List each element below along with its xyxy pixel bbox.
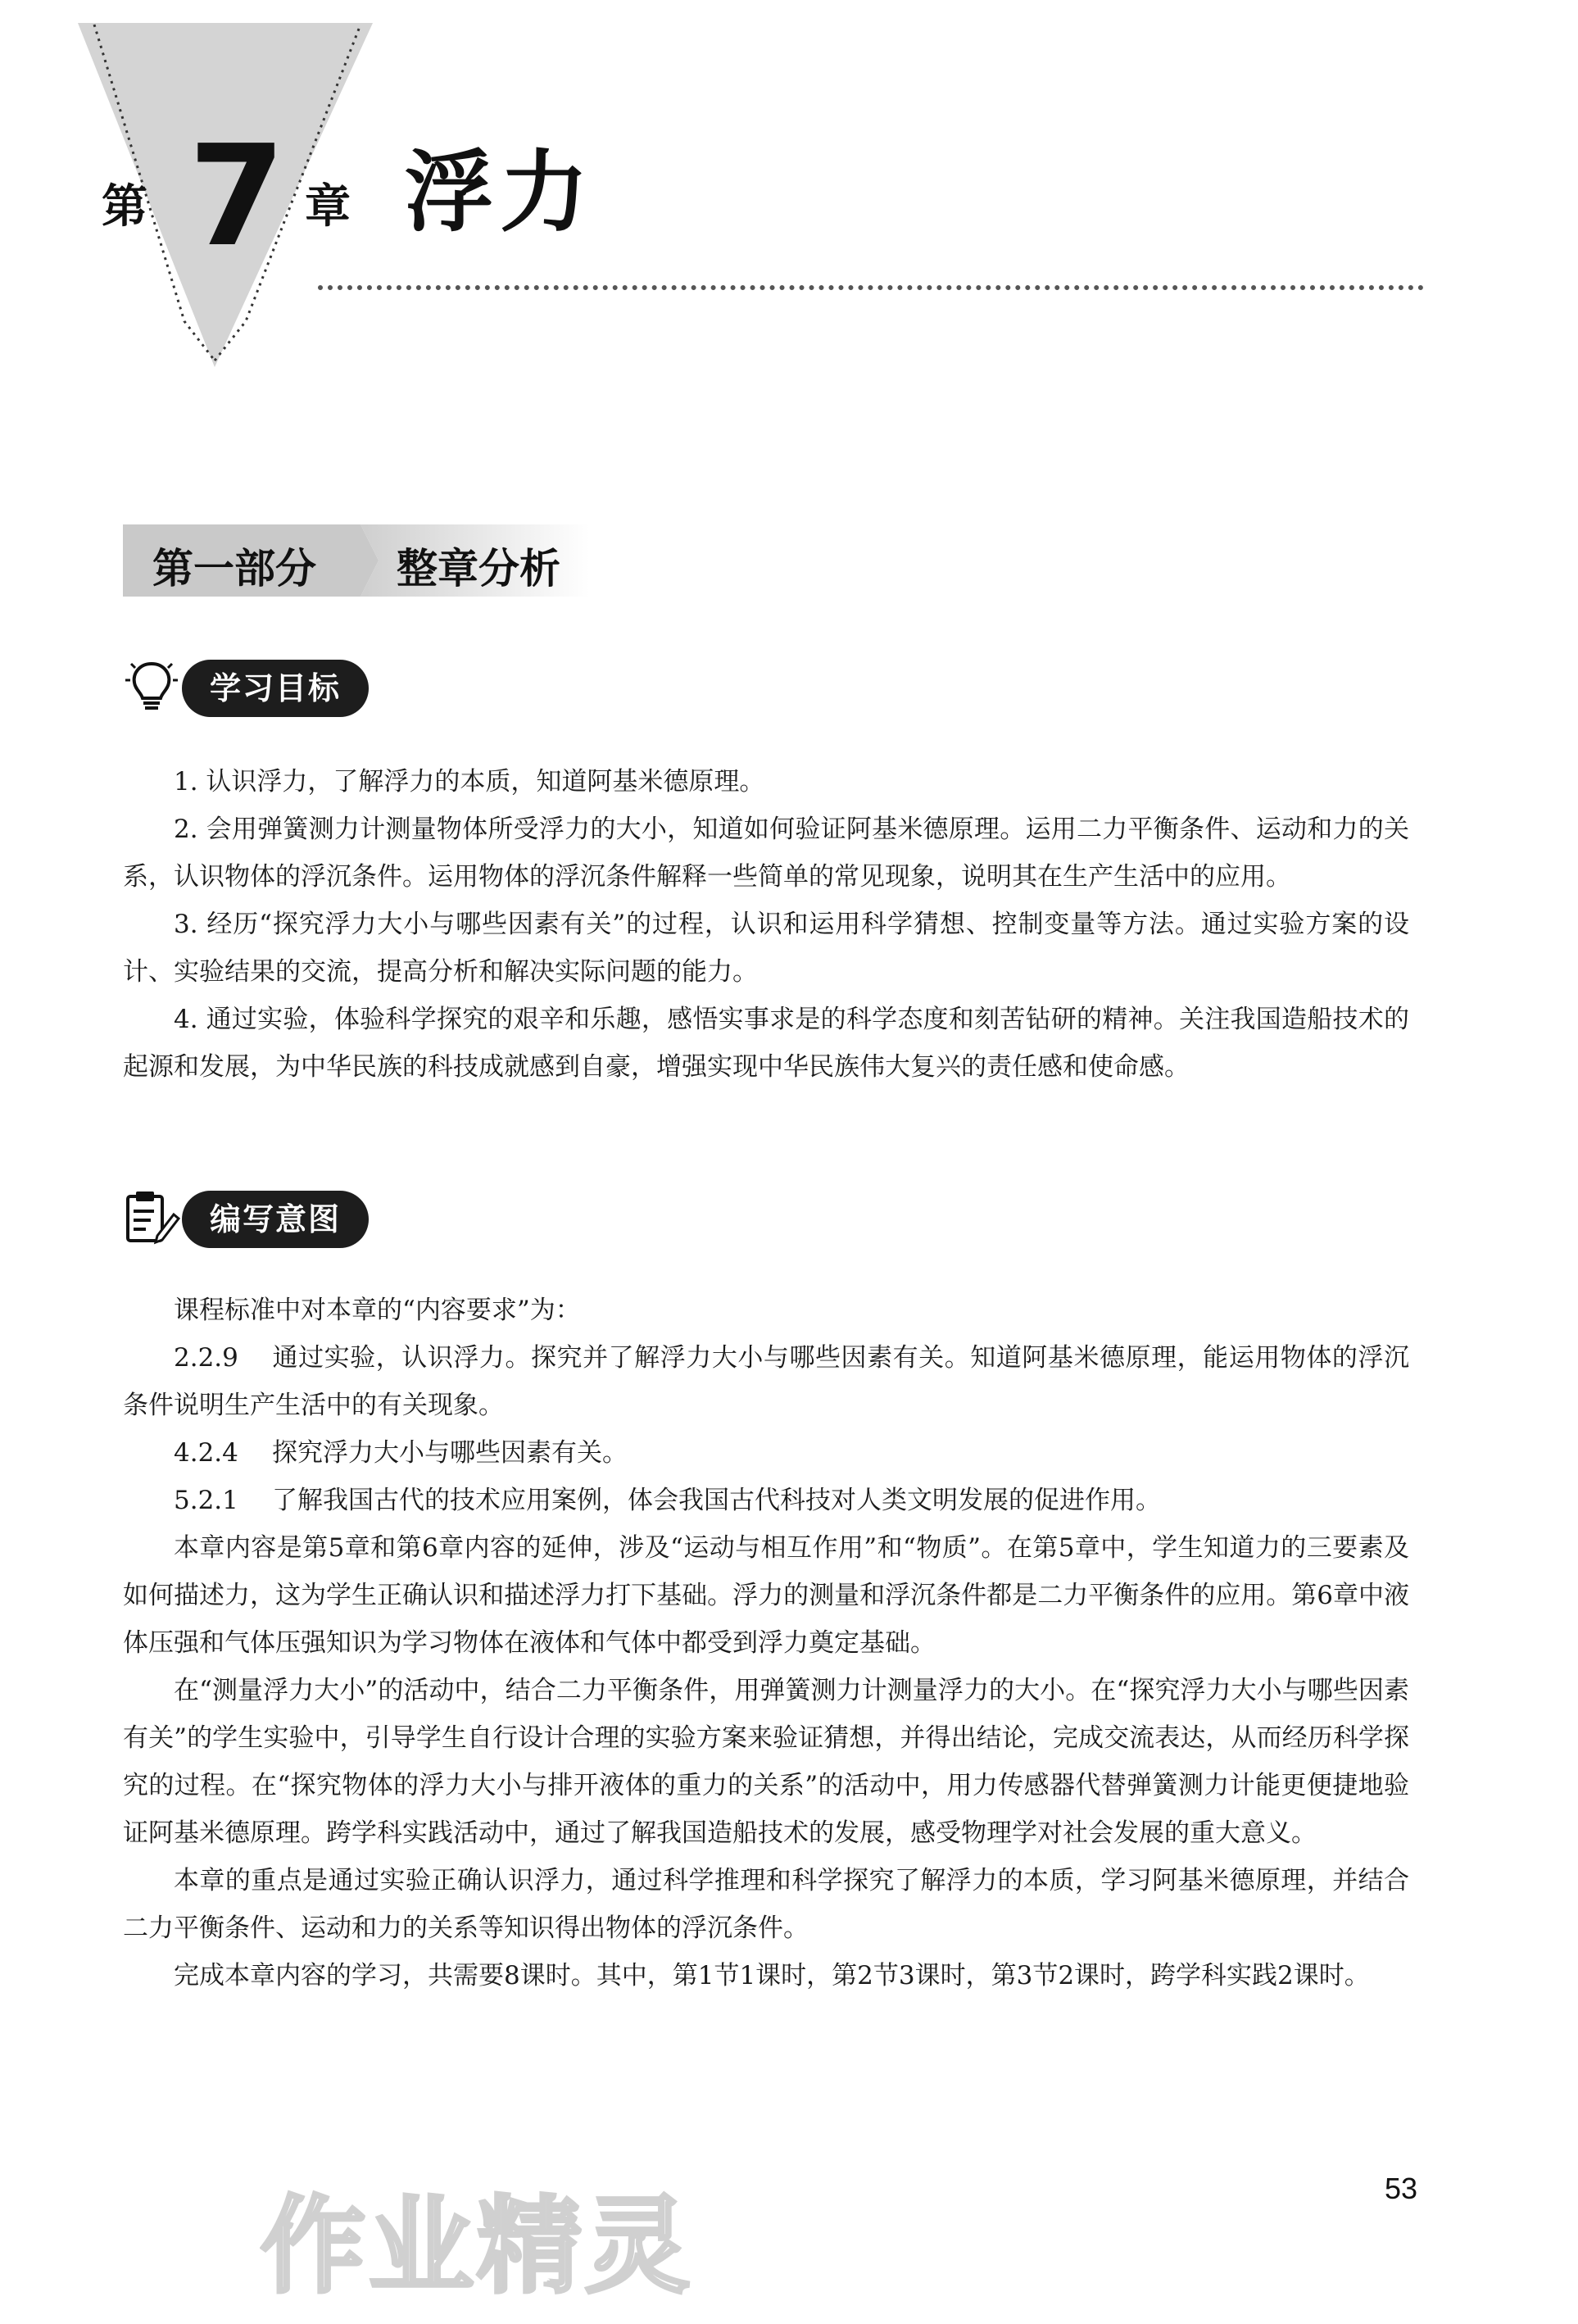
part-title: 整章分析 xyxy=(397,545,560,592)
lightbulb-icon xyxy=(121,656,182,716)
requirement-item xyxy=(123,1334,1409,1429)
chapter-divider xyxy=(318,285,1424,290)
intent-paragraph: 本章内容是第5章和第6章内容的延伸，涉及“运动与相互作用”和“物质”。在第5章中，学生知道力的三要素及如何描述力，这为学生正确认识和描述浮力打下基础。浮力的测量和浮沉条件都是二力平衡条件的应用。第6章中液体压强和气体压强知识为学习物体在液体和气体中都受到浮力奠定基础。 xyxy=(123,1533,1409,1658)
objective-item-3: 3. 经历“探究浮力大小与哪些因素有关”的过程，认识和运用科学猜想、控制变量等方法。通过实验方案的设计、实验结果的交流，提高分析和解决实际问题的能力。 xyxy=(123,910,1409,987)
section-title-objectives: 学习目标 xyxy=(182,660,369,717)
clipboard-pen-icon xyxy=(121,1187,182,1247)
intent-paragraph: 完成本章内容的学习，共需要8课时。其中，第1节1课时，第2节3课时，第3节2课时，跨学科实践2课时。 xyxy=(174,1961,1370,1990)
intent-paragraph: 在“测量浮力大小”的活动中，结合二力平衡条件，用弹簧测力计测量浮力的大小。在“探究浮力大小与哪些因素有关”的学生实验中，引导学生自行设计合理的实验方案来验证猜想，并得出结论，完成交流表达，从而经历科学探究的过程。在“探究物体的浮力大小与排开液体的重力的关系”的活动中，用力传感器代替弹簧测力计能更便捷地验证阿基米德原理。跨学科实践活动中，通过了解我国造船技术的发展，感受物理学对社会发展的重大意义。 xyxy=(123,1676,1409,1848)
part-label: 第一部分 xyxy=(152,545,316,592)
chapter-suffix: 章 xyxy=(305,180,351,234)
intent-intro: 课程标准中对本章的“内容要求”为： xyxy=(174,1296,581,1325)
watermark: 作业精灵 xyxy=(261,2186,694,2308)
objective-item-2: 2. 会用弹簧测力计测量物体所受浮力的大小，知道如何验证阿基米德原理。运用二力平衡条件、运动和力的关系，认识物体的浮沉条件。运用物体的浮沉条件解释一些简单的常见现象，说明其在生产生活中的应用。 xyxy=(123,815,1409,892)
objective-item-4: 4. 通过实验，体验科学探究的艰辛和乐趣，感悟实事求是的科学态度和刻苦钻研的精神。关注我国造船技术的起源和发展，为中华民族的科技成就感到自豪，增强实现中华民族伟大复兴的责任感和使命感。 xyxy=(123,1005,1409,1082)
objectives-list xyxy=(123,758,1409,1091)
requirement-code: 5.2.1 xyxy=(174,1486,238,1515)
section-title-intent: 编写意图 xyxy=(182,1191,369,1248)
objective-item-1: 1. 认识浮力，了解浮力的本质，知道阿基米德原理。 xyxy=(174,767,765,797)
page-number: 53 xyxy=(1385,2172,1418,2205)
requirement-text: 探究浮力大小与哪些因素有关。 xyxy=(272,1438,628,1468)
intent-body xyxy=(123,1287,1409,1999)
requirement-code: 2.2.9 xyxy=(174,1343,238,1373)
requirement-item xyxy=(123,1477,1409,1524)
intent-paragraph: 本章的重点是通过实验正确认识浮力，通过科学推理和科学探究了解浮力的本质，学习阿基米德原理，并结合二力平衡条件、运动和力的关系等知识得出物体的浮沉条件。 xyxy=(123,1866,1409,1943)
requirement-text: 了解我国古代的技术应用案例，体会我国古代科技对人类文明发展的促进作用。 xyxy=(272,1486,1161,1515)
requirement-code: 4.2.4 xyxy=(174,1438,238,1468)
requirement-text: 通过实验，认识浮力。探究并了解浮力大小与哪些因素有关。知道阿基米德原理，能运用物体的浮沉条件说明生产生活中的有关现象。 xyxy=(123,1343,1409,1420)
chapter-number: 7 xyxy=(188,116,286,278)
chapter-title: 浮力 xyxy=(405,142,596,244)
chapter-prefix: 第 xyxy=(102,180,147,234)
requirement-item xyxy=(123,1429,1409,1477)
